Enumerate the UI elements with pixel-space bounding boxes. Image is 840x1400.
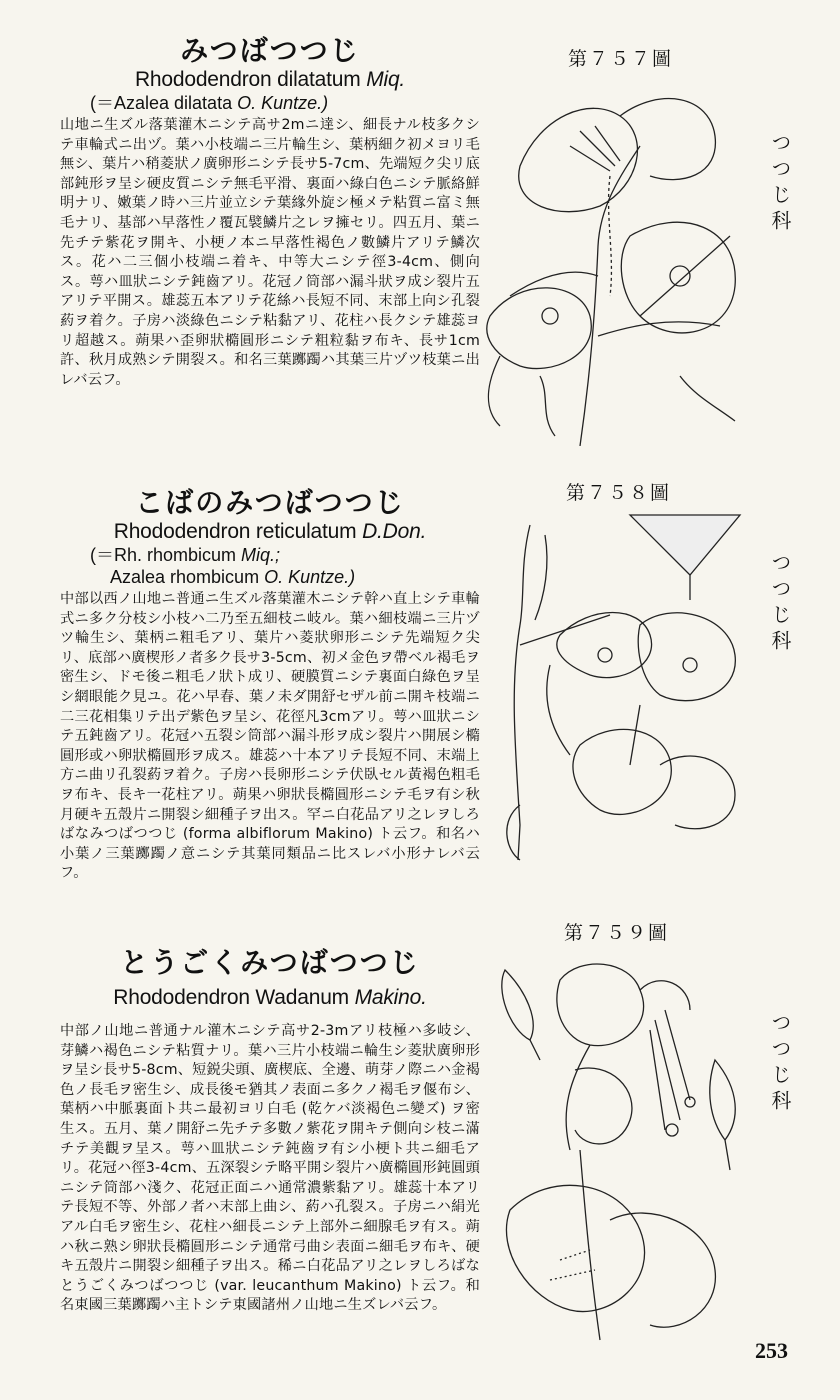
synonym-author: O. Kuntze.) bbox=[264, 567, 356, 587]
scientific-author: Makino. bbox=[354, 986, 427, 1009]
illustration-758 bbox=[490, 505, 750, 880]
synonym-name: Azalea rhombicum bbox=[110, 567, 260, 587]
scientific-author: D.Don. bbox=[362, 520, 427, 543]
figure-label: 第７５７圖 bbox=[568, 48, 674, 70]
synonym bbox=[90, 92, 480, 114]
description-text: 中部以西ノ山地ニ普通ニ生ズル落葉灌木ニシテ幹ハ直上シテ車輪式ニ多ク分枝シ小枝ハ二乃至五細枝ニ岐ル。葉ハ細枝端ニ三片ヅツ輪生シ、葉柄ニ粗毛アリ、葉片ハ菱狀卵形ニシテ先端短ク尖リ、底部ハ廣楔形ノ者多ク長サ3-5cm、初メ金色ヲ帶ベル褐毛ヲ密生シ、ドモ後ニ粗毛ノ狀ト成リ、硬膜質ニシテ裏面白綠色ヲ呈シ網眼能ク見ユ。花ハ早春、葉ノ未ダ開舒セザル前ニ開キ枝端ニ二三花相集リテ出デ紫色ヲ呈シ、花徑凡3cmアリ。萼ハ皿狀ニシテ五鈍齒アリ。花冠ハ五裂シ筒部ハ漏斗形ヲ成シ裂片ハ開展シ橢圓形或ハ卵狀橢圓形ヲ成ス。雄蕊ハ十本アリテ長短不同、末端上方ニ曲リ孔裂葯ヲ着ク。子房ハ長卵形ニシテ伏臥セル黃褐色粗毛ヲ布キ、長キ一花柱アリ。蒴果ハ卵狀長橢圓形ニシテ毛ヲ有シ秋月硬キ五殼片ニ開裂シ細種子ヲ出ス。罕ニ白花品アリ之レヲしろばなみつばつつじ (forma albiflorum Makino) ト云フ。和名ハ小葉ノ三葉躑躅ノ意ニシテ其葉同類品ニ比スレバ小形ナレバ云フ。 bbox=[60, 591, 480, 882]
japanese-name: こばのみつばつつじ bbox=[135, 486, 405, 519]
scientific-name bbox=[60, 68, 480, 92]
scientific-name bbox=[60, 520, 480, 544]
japanese-name: みつばつつじ bbox=[180, 34, 360, 67]
illustration-759 bbox=[490, 950, 752, 1345]
synonym bbox=[110, 566, 480, 588]
figure-label: 第７５８圖 bbox=[566, 482, 672, 504]
scientific-binomial: Rhododendron reticulatum bbox=[113, 520, 357, 543]
entry-758 bbox=[60, 486, 480, 884]
family-label: つつじ科 bbox=[768, 552, 792, 656]
entry-759 bbox=[60, 946, 480, 1316]
entry-757 bbox=[60, 34, 480, 390]
synonym-author: Miq.; bbox=[241, 545, 281, 565]
synonym-author: O. Kuntze.) bbox=[237, 93, 329, 113]
family-label: つつじ科 bbox=[768, 132, 792, 236]
scientific-binomial: Rhododendron Wadanum bbox=[113, 986, 349, 1009]
description-text: 中部ノ山地ニ普通ナル灌木ニシテ高サ2-3mアリ枝極ハ多岐シ、芽鱗ハ褐色ニシテ粘質ナリ。葉ハ三片小枝端ニ輪生シ菱狀廣卵形ヲ呈シ長サ5-8cm、短鋭尖頭、廣楔底、全邊、萌芽ノ際ニハ金褐色ノ長毛ヲ密生シ、成長後モ猶其ノ表面ニ多クノ褐毛ヲ偃布シ、葉柄ハ中脈裏面ト共ニ最初ヨリ白毛 (乾ケバ淡褐色ニ變ズ) ヲ密生ス。五月、葉ノ開舒ニ先チテ多數ノ紫花ヲ開キテ側向シ枝ニ滿チテ美觀ヲ呈ス。萼ハ皿狀ニシテ鈍齒ヲ有シ小梗ト共ニ細毛アリ。花冠ハ徑3-4cm、五深裂シテ略平開シ裂片ハ廣橢圓形鈍圓頭ニシテ筒部ハ淺ク、花冠正面ニハ通常濃紫黏アリ。雄蕊十本アリテ長短不等、外部ノ者ハ末部上曲シ、葯ハ孔裂ス。子房ニハ絹光アル白毛ヲ密生シ、花柱ハ細長ニシテ上部外ニ細腺毛ヲ有ス。蒴ハ秋ニ熟シ卵狀長橢圓形ニシテ通常弓曲シ表面ニ細毛ヲ布キ、硬キ五殼片ニ開裂シ細種子ヲ出ス。稀ニ白花品アリ之レヲしろばなとうごくみつばつつじ (var. leucanthum Makino) ト云フ。和名東國三葉躑躅ハ主トシテ東國諸州ノ山地ニ生ズレバ云フ。 bbox=[60, 1023, 480, 1314]
illustration-757 bbox=[480, 76, 750, 446]
synonym-name: (＝Rh. rhombicum bbox=[90, 545, 237, 565]
scientific-binomial: Rhododendron dilatatum bbox=[134, 68, 361, 91]
figure-label: 第７５９圖 bbox=[564, 922, 670, 944]
japanese-name: とうごくみつばつつじ bbox=[120, 946, 420, 979]
family-label: つつじ科 bbox=[768, 1012, 792, 1116]
scientific-name bbox=[60, 986, 480, 1010]
synonym-name: (＝Azalea dilatata bbox=[90, 93, 233, 113]
synonym bbox=[90, 544, 480, 566]
page-number: 253 bbox=[755, 1338, 788, 1363]
description-text: 山地ニ生ズル落葉灌木ニシテ高サ2mニ達シ、細長ナル枝多クシテ車輪式ニ出ヅ。葉ハ小枝端ニ三片輪生シ、葉柄細ク初メヨリ毛無シ、葉片ハ稍菱狀ノ廣卵形ニシテ長サ5-7cm、先端短ク尖リ底部鈍形ヲ呈シ硬皮質ニシテ無毛平滑、裏面ハ綠白色ニシテ脈絡鮮明ナリ、嫩葉ノ時ハ三片並立シテ葉緣外旋シ極メテ粘質ニ富ミ無毛ナリ、基部ハ早落性ノ覆瓦襞鱗片之レヲ擁セリ。四五月、葉ニ先チテ紫花ヲ開キ、小梗ノ本ニ早落性褐色ノ數鱗片アリテ鱗次ス。花ハ二三個小枝端ニ着キ、中等大ニシテ徑3-4cm、側向ス。萼ハ皿狀ニシテ鈍齒アリ。花冠ノ筒部ハ漏斗狀ヲ成シ裂片五アリテ平開ス。雄蕊五本アリテ花絲ハ長短不同、末部上向シ孔裂葯ヲ着ク。子房ハ淡綠色ニシテ粘黏アリ、花柱ハ長クシテ雄蕊ヨリ超越ス。蒴果ハ歪卵狀橢圓形ニシテ粗粒黏ヲ布キ、長サ1cm許、秋月成熟シテ開裂ス。和名三葉躑躅ハ其葉三片ヅツ枝葉ニ出レバ云フ。 bbox=[60, 117, 480, 388]
scientific-author: Miq. bbox=[366, 68, 406, 91]
